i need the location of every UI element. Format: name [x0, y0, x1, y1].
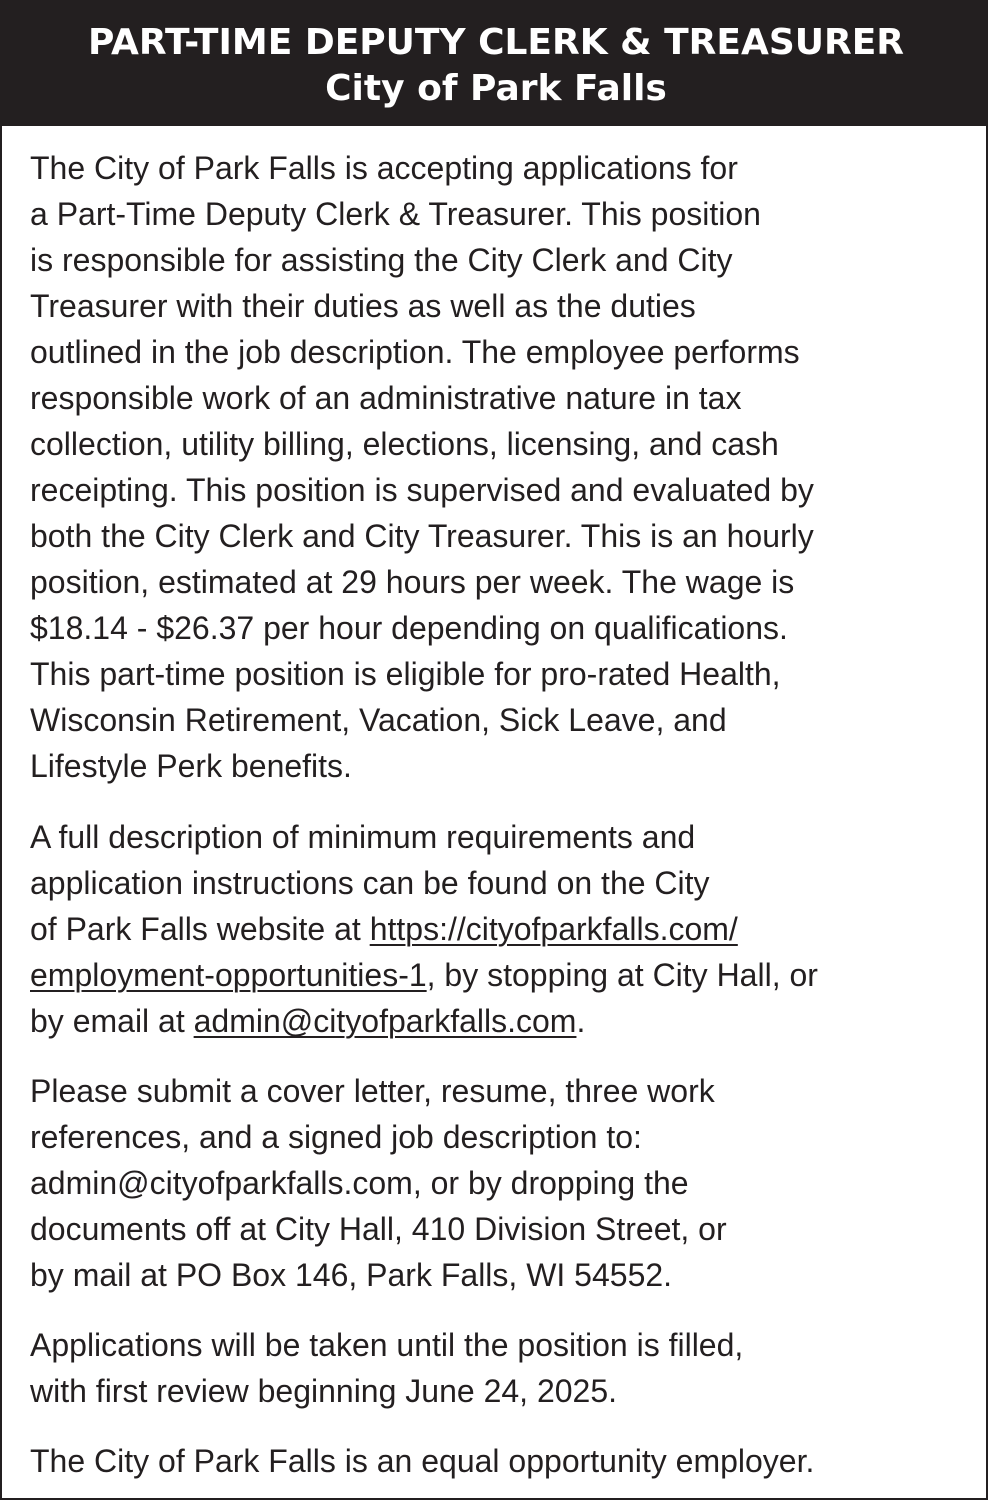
- text-line: collection, utility billing, elections, licensing, and cash: [30, 426, 779, 462]
- deadline-paragraph: [30, 1322, 970, 1414]
- text-line: with first review beginning June 24, 2025.: [30, 1373, 618, 1409]
- text-line: [30, 952, 970, 998]
- text-line: $18.14 - $26.37 per hour depending on qualifications.: [30, 610, 788, 646]
- text-line: The City of Park Falls is accepting applications for: [30, 150, 738, 186]
- text-line: Please submit a cover letter, resume, three work: [30, 1073, 715, 1109]
- header-banner: [2, 2, 988, 126]
- text-line: A full description of minimum requirements and: [30, 819, 696, 855]
- page-subtitle: City of Park Falls: [325, 68, 667, 109]
- text-line: Wisconsin Retirement, Vacation, Sick Leave, and: [30, 702, 727, 738]
- page-title: PART-TIME DEPUTY CLERK & TREASURER: [87, 22, 905, 63]
- text-line: Applications will be taken until the position is filled,: [30, 1327, 744, 1363]
- email-link[interactable]: admin@cityofparkfalls.com: [193, 1003, 577, 1039]
- text-line: by mail at PO Box 146, Park Falls, WI 54552.: [30, 1257, 673, 1293]
- text-line: This part-time position is eligible for pro-rated Health,: [30, 656, 781, 692]
- text-line: admin@cityofparkfalls.com, or by dropping the: [30, 1165, 689, 1201]
- text-fragment: , by stopping at City Hall, or: [426, 957, 818, 993]
- application-info-paragraph: [30, 814, 970, 1044]
- text-line: responsible work of an administrative nature in tax: [30, 380, 742, 416]
- text-line: Treasurer with their duties as well as the duties: [30, 288, 696, 324]
- equal-opportunity-statement: [30, 1438, 970, 1484]
- text-fragment: by email at: [30, 1003, 194, 1039]
- text-line: documents off at City Hall, 410 Division Street, or: [30, 1211, 727, 1247]
- text-fragment: .: [576, 1003, 586, 1039]
- text-line: is responsible for assisting the City Clerk and City: [30, 242, 733, 278]
- website-link-continued[interactable]: employment-opportunities-1: [30, 957, 427, 993]
- text-line: Lifestyle Perk benefits.: [30, 748, 352, 784]
- text-line: position, estimated at 29 hours per week. The wage is: [30, 564, 795, 600]
- submission-instructions-paragraph: [30, 1068, 970, 1298]
- website-link[interactable]: https://cityofparkfalls.com/: [369, 911, 738, 947]
- text-line: receipting. This position is supervised and evaluated by: [30, 472, 814, 508]
- text-line: The City of Park Falls is an equal opportunity employer.: [30, 1443, 815, 1479]
- text-line: references, and a signed job description to:: [30, 1119, 642, 1155]
- text-line: [30, 998, 970, 1044]
- text-line: application instructions can be found on the City: [30, 865, 710, 901]
- text-line: [30, 906, 970, 952]
- job-description-paragraph: [30, 145, 970, 789]
- text-line: both the City Clerk and City Treasurer. This is an hourly: [30, 518, 814, 554]
- text-line: outlined in the job description. The employee performs: [30, 334, 800, 370]
- text-line: a Part-Time Deputy Clerk & Treasurer. This position: [30, 196, 761, 232]
- text-fragment: of Park Falls website at: [30, 911, 370, 947]
